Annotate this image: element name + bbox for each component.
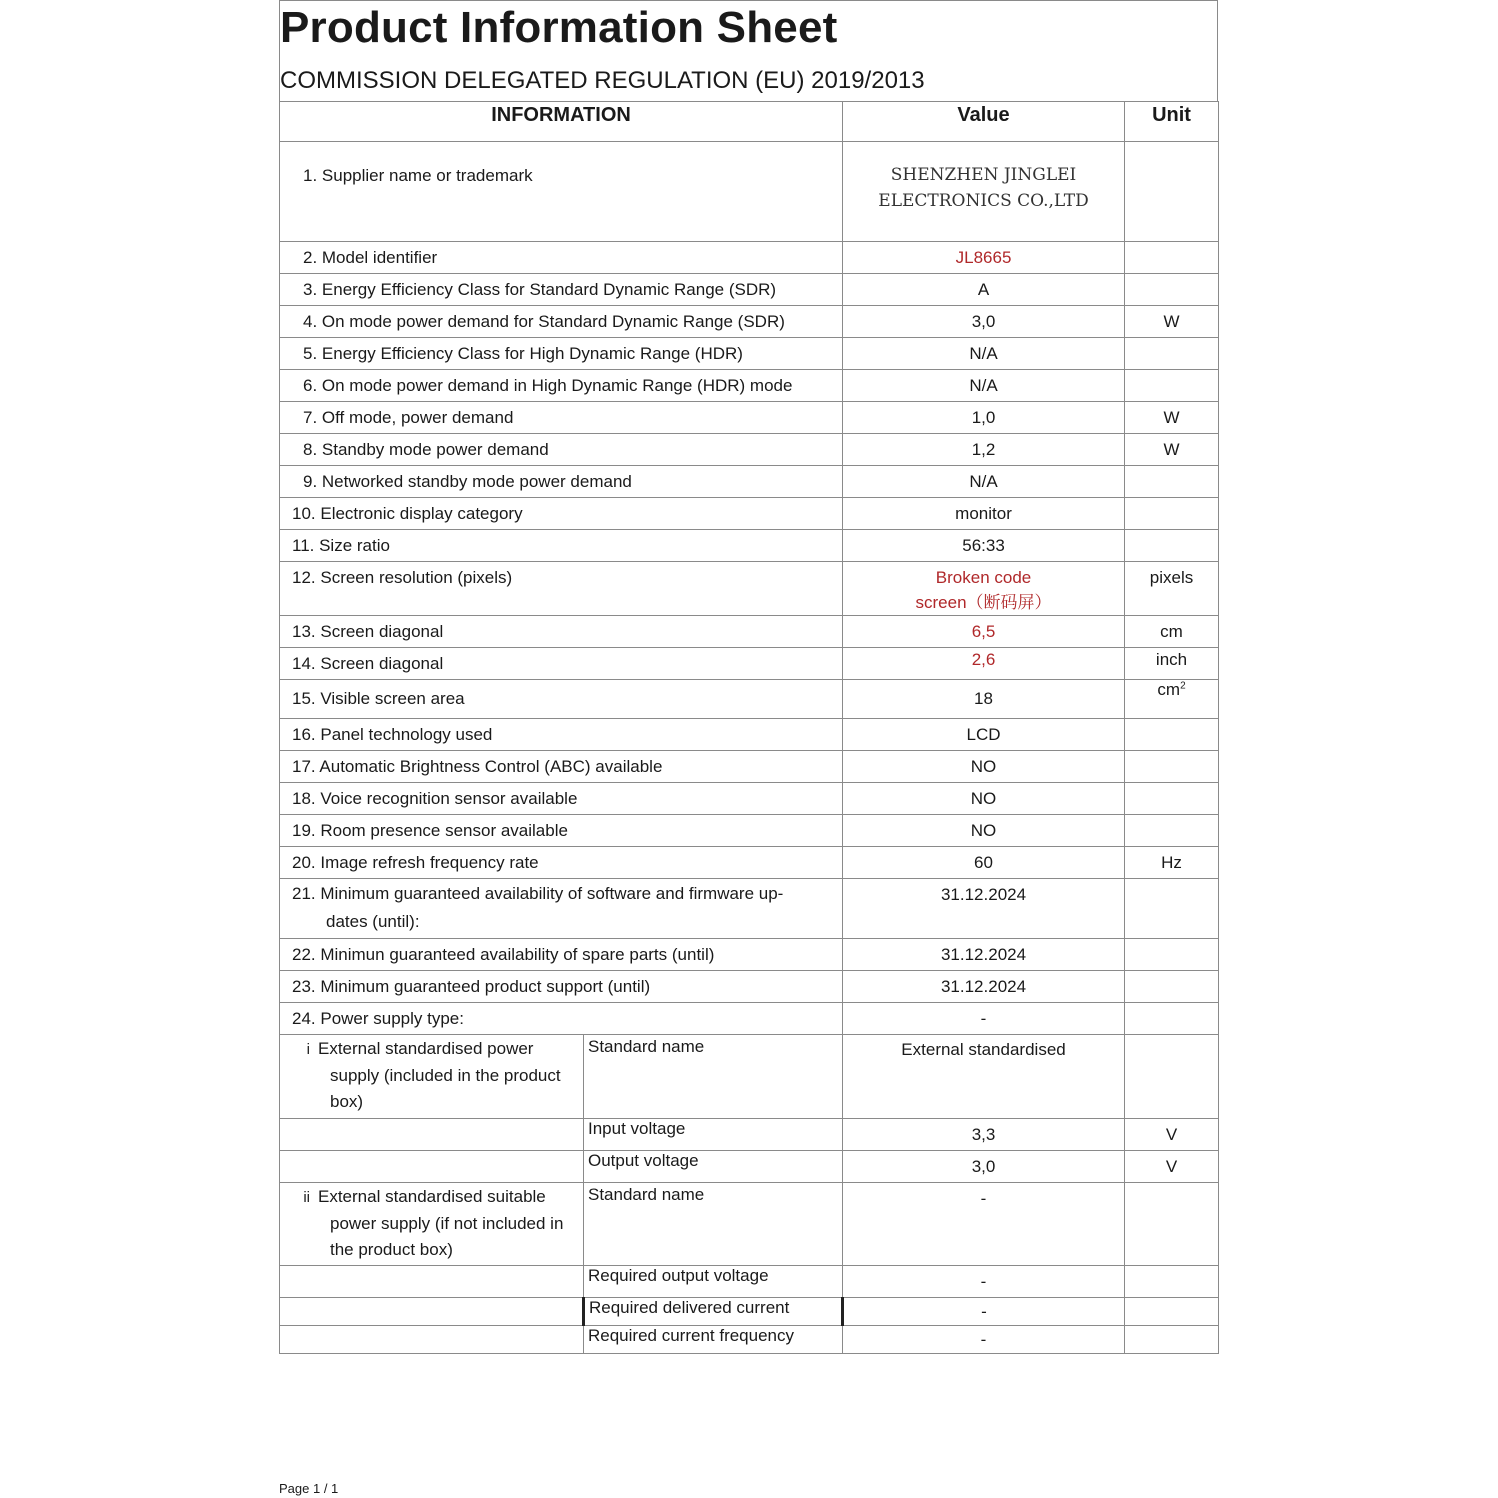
label-line2: power supply (if not included in bbox=[330, 1214, 564, 1233]
table-row bbox=[280, 939, 1219, 971]
supplier-name-line2: ELECTRONICS CO.,LTD bbox=[878, 191, 1089, 211]
unit-cell bbox=[1125, 530, 1219, 562]
value-cell: A bbox=[843, 274, 1125, 306]
supplier-name-line1: SHENZHEN JINGLEI bbox=[890, 165, 1077, 185]
unit-cell bbox=[1125, 1298, 1219, 1326]
resolution-line2: screen（断码屏） bbox=[915, 593, 1052, 612]
column-header-value: Value bbox=[843, 102, 1125, 142]
value-cell: 56:33 bbox=[843, 530, 1125, 562]
unit-cell bbox=[1125, 338, 1219, 370]
unit-cell bbox=[1125, 466, 1219, 498]
table-row bbox=[280, 562, 1219, 616]
required-delivered-current-label: Required delivered current bbox=[584, 1298, 843, 1326]
unit-cell bbox=[1125, 1035, 1219, 1119]
standard-name-value: - bbox=[843, 1183, 1125, 1266]
info-cell: 1. Supplier name or trademark bbox=[280, 142, 843, 242]
table-row bbox=[280, 815, 1219, 847]
unit-cell: inch bbox=[1125, 648, 1219, 680]
value-cell: 31.12.2024 bbox=[843, 939, 1125, 971]
info-cell: 5. Energy Efficiency Class for High Dynamic Range (HDR) bbox=[280, 338, 843, 370]
info-cell: 9. Networked standby mode power demand bbox=[280, 466, 843, 498]
input-voltage-unit: V bbox=[1125, 1119, 1219, 1151]
table-row bbox=[280, 616, 1219, 648]
info-cell: 23. Minimum guaranteed product support (until) bbox=[280, 971, 843, 1003]
table-row bbox=[280, 498, 1219, 530]
output-voltage-label: Output voltage bbox=[584, 1151, 843, 1183]
input-voltage-label: Input voltage bbox=[584, 1119, 843, 1151]
unit-cell: W bbox=[1125, 306, 1219, 338]
page-title: Product Information Sheet bbox=[280, 3, 838, 52]
required-delivered-current-value: - bbox=[843, 1298, 1125, 1326]
unit-cell bbox=[1125, 274, 1219, 306]
empty-cell bbox=[280, 1298, 584, 1326]
value-cell: NO bbox=[843, 815, 1125, 847]
input-voltage-value: 3,3 bbox=[843, 1119, 1125, 1151]
info-cell: 19. Room presence sensor available bbox=[280, 815, 843, 847]
table-row bbox=[280, 1151, 1219, 1183]
info-cell: 17. Automatic Brightness Control (ABC) available bbox=[280, 751, 843, 783]
info-cell: 20. Image refresh frequency rate bbox=[280, 847, 843, 879]
column-header-unit: Unit bbox=[1125, 102, 1219, 142]
unit-cell bbox=[1125, 242, 1219, 274]
label-line2: supply (included in the product bbox=[330, 1066, 561, 1085]
empty-cell bbox=[280, 1326, 584, 1354]
standard-name-label: Standard name bbox=[584, 1035, 843, 1119]
info-cell: 13. Screen diagonal bbox=[280, 616, 843, 648]
value-cell: NO bbox=[843, 783, 1125, 815]
value-cell: 3,0 bbox=[843, 306, 1125, 338]
value-cell: - bbox=[843, 1003, 1125, 1035]
table-row bbox=[280, 1298, 1219, 1326]
table-row bbox=[280, 370, 1219, 402]
unit-text: cm bbox=[1157, 680, 1181, 699]
power-supply-ii-row bbox=[280, 1183, 1219, 1266]
value-cell: N/A bbox=[843, 370, 1125, 402]
info-cell: 7. Off mode, power demand bbox=[280, 402, 843, 434]
table-row bbox=[280, 142, 1219, 242]
unit-cell bbox=[1125, 1003, 1219, 1035]
unit-cell bbox=[1125, 971, 1219, 1003]
table-row bbox=[280, 274, 1219, 306]
info-cell: 18. Voice recognition sensor available bbox=[280, 783, 843, 815]
value-cell: 6,5 bbox=[843, 616, 1125, 648]
unit-cell bbox=[1125, 783, 1219, 815]
unit-cell bbox=[1125, 498, 1219, 530]
info-cell: 2. Model identifier bbox=[280, 242, 843, 274]
roman-marker: i bbox=[306, 1041, 310, 1058]
unit-cell bbox=[1125, 815, 1219, 847]
product-information-sheet bbox=[279, 0, 1218, 1354]
table-row bbox=[280, 847, 1219, 879]
page-number: Page 1 / 1 bbox=[279, 1481, 339, 1496]
table-row bbox=[280, 242, 1219, 274]
table-row bbox=[280, 338, 1219, 370]
unit-cell bbox=[1125, 879, 1219, 939]
power-supply-i-label bbox=[280, 1035, 584, 1119]
unit-cell bbox=[1125, 1266, 1219, 1298]
power-supply-ii-label bbox=[280, 1183, 584, 1266]
column-header-information: INFORMATION bbox=[280, 102, 843, 142]
empty-cell bbox=[280, 1151, 584, 1183]
regulation-subtitle: COMMISSION DELEGATED REGULATION (EU) 2019/2013 bbox=[280, 67, 925, 94]
table-row bbox=[280, 783, 1219, 815]
unit-cell bbox=[1125, 680, 1219, 719]
unit-cell: cm bbox=[1125, 616, 1219, 648]
required-output-voltage-label: Required output voltage bbox=[584, 1266, 843, 1298]
info-cell: 6. On mode power demand in High Dynamic Range (HDR) mode bbox=[280, 370, 843, 402]
value-cell: JL8665 bbox=[843, 242, 1125, 274]
required-current-frequency-value: - bbox=[843, 1326, 1125, 1354]
unit-cell: Hz bbox=[1125, 847, 1219, 879]
value-cell: monitor bbox=[843, 498, 1125, 530]
info-cell: 11. Size ratio bbox=[280, 530, 843, 562]
value-cell: 2,6 bbox=[843, 648, 1125, 680]
info-cell: 22. Minimun guaranteed availability of spare parts (until) bbox=[280, 939, 843, 971]
table-row bbox=[280, 879, 1219, 939]
info-cell: 10. Electronic display category bbox=[280, 498, 843, 530]
unit-cell: W bbox=[1125, 402, 1219, 434]
table-row bbox=[280, 402, 1219, 434]
table-row bbox=[280, 530, 1219, 562]
unit-cell bbox=[1125, 939, 1219, 971]
table-row bbox=[280, 306, 1219, 338]
info-cell: 3. Energy Efficiency Class for Standard Dynamic Range (SDR) bbox=[280, 274, 843, 306]
info-line2: dates (until): bbox=[326, 912, 420, 931]
table-row bbox=[280, 1119, 1219, 1151]
table-row bbox=[280, 719, 1219, 751]
standard-name-label: Standard name bbox=[584, 1183, 843, 1266]
required-output-voltage-value: - bbox=[843, 1266, 1125, 1298]
table-row bbox=[280, 751, 1219, 783]
table-row bbox=[280, 1003, 1219, 1035]
table-row bbox=[280, 971, 1219, 1003]
table-row bbox=[280, 648, 1219, 680]
unit-cell bbox=[1125, 1183, 1219, 1266]
info-cell: 14. Screen diagonal bbox=[280, 648, 843, 680]
empty-cell bbox=[280, 1119, 584, 1151]
info-cell: 4. On mode power demand for Standard Dynamic Range (SDR) bbox=[280, 306, 843, 338]
value-cell bbox=[843, 562, 1125, 616]
table-row bbox=[280, 1326, 1219, 1354]
information-table bbox=[279, 101, 1219, 1354]
label-line1: External standardised suitable bbox=[318, 1187, 546, 1206]
roman-marker: ii bbox=[303, 1189, 310, 1206]
resolution-line1: Broken code bbox=[935, 568, 1032, 587]
empty-cell bbox=[280, 1266, 584, 1298]
value-cell: N/A bbox=[843, 466, 1125, 498]
info-cell: 8. Standby mode power demand bbox=[280, 434, 843, 466]
info-cell: 15. Visible screen area bbox=[280, 680, 843, 719]
value-cell: N/A bbox=[843, 338, 1125, 370]
unit-cell: W bbox=[1125, 434, 1219, 466]
value-cell: 1,2 bbox=[843, 434, 1125, 466]
unit-cell bbox=[1125, 1326, 1219, 1354]
info-line1: 21. Minimum guaranteed availability of software and firmware up- bbox=[292, 884, 784, 903]
unit-cell bbox=[1125, 719, 1219, 751]
value-cell: 18 bbox=[843, 680, 1125, 719]
value-cell: 1,0 bbox=[843, 402, 1125, 434]
table-row bbox=[280, 466, 1219, 498]
label-line3: the product box) bbox=[330, 1240, 453, 1259]
required-current-frequency-label: Required current frequency bbox=[584, 1326, 843, 1354]
info-cell: 24. Power supply type: bbox=[280, 1003, 843, 1035]
title-block bbox=[279, 0, 1218, 101]
table-row bbox=[280, 1266, 1219, 1298]
info-cell: 12. Screen resolution (pixels) bbox=[280, 562, 843, 616]
unit-cell bbox=[1125, 142, 1219, 242]
label-line3: box) bbox=[330, 1092, 364, 1111]
label-line1: External standardised power bbox=[318, 1039, 534, 1058]
unit-cell bbox=[1125, 751, 1219, 783]
value-cell: 60 bbox=[843, 847, 1125, 879]
unit-cell bbox=[1125, 370, 1219, 402]
value-cell: 31.12.2024 bbox=[843, 971, 1125, 1003]
table-row bbox=[280, 434, 1219, 466]
value-cell: NO bbox=[843, 751, 1125, 783]
value-cell bbox=[843, 142, 1125, 242]
unit-superscript: 2 bbox=[1180, 680, 1186, 692]
value-cell: LCD bbox=[843, 719, 1125, 751]
table-row bbox=[280, 680, 1219, 719]
unit-cell: pixels bbox=[1125, 562, 1219, 616]
info-cell: 16. Panel technology used bbox=[280, 719, 843, 751]
standard-name-value: External standardised bbox=[843, 1035, 1125, 1119]
value-cell: 31.12.2024 bbox=[843, 879, 1125, 939]
output-voltage-value: 3,0 bbox=[843, 1151, 1125, 1183]
power-supply-i-row bbox=[280, 1035, 1219, 1119]
info-cell bbox=[280, 879, 843, 939]
output-voltage-unit: V bbox=[1125, 1151, 1219, 1183]
table-header-row bbox=[280, 102, 1219, 142]
